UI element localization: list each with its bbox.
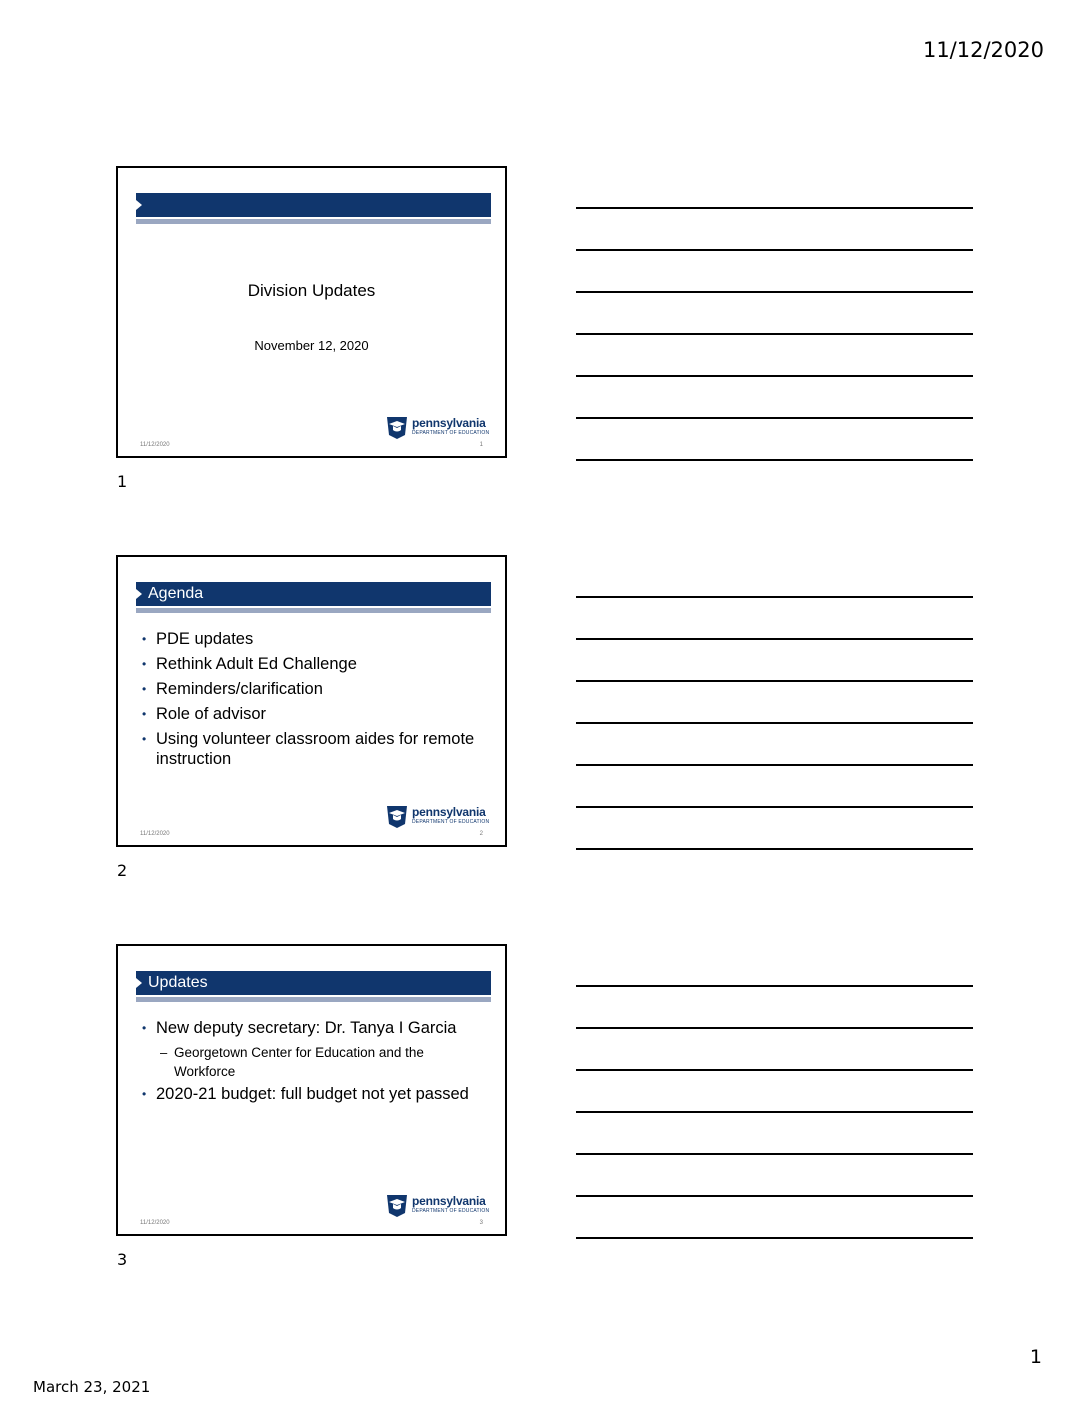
slide-header-underline: [136, 608, 491, 613]
note-line: [576, 848, 973, 850]
note-line: [576, 985, 973, 987]
slide-title: Division Updates: [247, 281, 376, 300]
slide-subtitle: November 12, 2020: [254, 338, 369, 353]
slide-label-3: 3: [117, 1250, 128, 1269]
bullet-item: • 2020-21 budget: full budget not yet passed: [140, 1084, 480, 1104]
note-line: [576, 291, 973, 293]
bullet-item: • Using volunteer classroom aides for remote instruction: [140, 729, 480, 769]
slide-footer-number: 3: [479, 1220, 483, 1226]
slide-1-thumbnail: [116, 166, 507, 458]
logo-name: pennsylvania: [412, 1194, 486, 1208]
slide-header-bar: Agenda: [136, 582, 491, 606]
notes-lines-3: [576, 985, 973, 1279]
slide-header-bar: Updates: [136, 971, 491, 995]
note-line: [576, 638, 973, 640]
bullet-list: [140, 1018, 480, 1109]
slide-footer-date: 11/12/2020: [140, 831, 170, 837]
logo-subtitle: DEPARTMENT OF EDUCATION: [412, 1208, 490, 1214]
note-line: [576, 1111, 973, 1113]
bullet-item: • New deputy secretary: Dr. Tanya I Garcia: [140, 1018, 480, 1038]
note-line: [576, 722, 973, 724]
logo-name: pennsylvania: [412, 416, 486, 430]
keystone-graduation-cap-icon: [385, 415, 409, 439]
note-line: [576, 596, 973, 598]
slide-3-thumbnail: [116, 944, 507, 1236]
note-line: [576, 417, 973, 419]
bullet-item: • Role of advisor: [140, 704, 480, 724]
slide-label-2: 2: [117, 861, 128, 880]
pennsylvania-logo: [385, 415, 490, 439]
slide-header-bar: [136, 193, 491, 217]
note-line: [576, 249, 973, 251]
pennsylvania-logo: [385, 1193, 490, 1217]
note-line: [576, 333, 973, 335]
slide-footer-date: 11/12/2020: [140, 1220, 170, 1226]
slide-label-1: 1: [117, 472, 128, 491]
bullet-item: • Reminders/clarification: [140, 679, 480, 699]
note-line: [576, 680, 973, 682]
note-line: [576, 764, 973, 766]
note-line: [576, 1027, 973, 1029]
notes-lines-2: [576, 596, 973, 890]
print-date: March 23, 2021: [33, 1378, 151, 1396]
bullet-item: • Rethink Adult Ed Challenge: [140, 654, 480, 674]
note-line: [576, 375, 973, 377]
keystone-graduation-cap-icon: [385, 1193, 409, 1217]
note-line: [576, 459, 973, 461]
note-line: [576, 207, 973, 209]
slide-footer-number: 2: [479, 831, 483, 837]
keystone-graduation-cap-icon: [385, 804, 409, 828]
bullet-item: • PDE updates: [140, 629, 480, 649]
note-line: [576, 1069, 973, 1071]
note-line: [576, 806, 973, 808]
sub-bullet-item: – Georgetown Center for Education and the Workforce: [140, 1043, 480, 1081]
logo-subtitle: DEPARTMENT OF EDUCATION: [412, 430, 490, 436]
slide-header-underline: [136, 997, 491, 1002]
slide-2-thumbnail: [116, 555, 507, 847]
note-line: [576, 1153, 973, 1155]
logo-subtitle: DEPARTMENT OF EDUCATION: [412, 819, 490, 825]
slide-header-underline: [136, 219, 491, 224]
note-line: [576, 1237, 973, 1239]
note-line: [576, 1195, 973, 1197]
slide-footer-number: 1: [479, 442, 483, 448]
pennsylvania-logo: [385, 804, 490, 828]
page-number: 1: [1029, 1346, 1042, 1368]
bullet-list: [140, 629, 480, 774]
page-date: 11/12/2020: [922, 38, 1044, 62]
logo-name: pennsylvania: [412, 805, 486, 819]
slide-footer-date: 11/12/2020: [140, 442, 170, 448]
notes-lines-1: [576, 207, 973, 501]
